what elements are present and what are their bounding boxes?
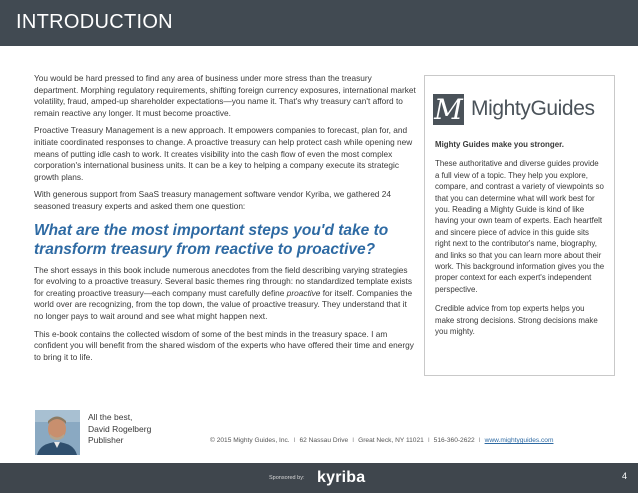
page-header bbox=[0, 0, 638, 46]
sidebar-paragraph-1: These authoritative and diverse guides provide a full view of a topic. They help you explore, compare, and contrast a variety of viewpoints so that you can determine what will work best for you. Reading a Mighty Guide is kind of like having your own team of experts. Each heartfelt and sincere piece of advice in this guide sits right next to the contributor's name, biography, and links so that you can learn more about their work. This background information gives you the proper context for each expert's independent perspective. bbox=[435, 159, 605, 294]
signoff-title: Publisher bbox=[88, 435, 124, 445]
intro-paragraph-1: You would be hard pressed to find any area of business under more stress than the treasury department. Morphing regulatory requirements, shifting foreign currency exposures, international market volatility, fraud, amped-up shareholder expectations—you name it. That's why treasury can't afford to remain reactive any longer. It must become proactive. bbox=[34, 73, 416, 118]
footer-separator: I bbox=[293, 437, 296, 444]
page-title: INTRODUCTION bbox=[16, 11, 173, 33]
bottom-bar bbox=[0, 463, 638, 493]
footer-address: 62 Nassau Drive bbox=[299, 437, 349, 444]
footer-info bbox=[210, 437, 553, 444]
sidebar-paragraph-2: Credible advice from top experts helps you make strong decisions. Strong decisions make you mighty. bbox=[435, 304, 598, 337]
sidebar-body bbox=[435, 139, 605, 346]
logo-mark-icon: M bbox=[434, 93, 463, 126]
intro-paragraph-5: This e-book contains the collected wisdom of some of the best minds in the treasury space. I am confident you will benefit from the shared wisdom of the experts who have offered their time and energy to bring it to life. bbox=[34, 328, 414, 362]
footer-separator: I bbox=[427, 437, 430, 444]
sidebar-tagline: Mighty Guides make you stronger. bbox=[435, 140, 564, 149]
mighty-guides-logo bbox=[433, 94, 603, 130]
intro-paragraph-4 bbox=[34, 265, 418, 323]
intro-paragraph-4-emphasis: proactive bbox=[286, 287, 321, 298]
footer-separator: I bbox=[478, 437, 481, 444]
intro-paragraph-3: With generous support from SaaS treasury management software vendor Kyriba, we gathered 24 seasoned treasury experts and asked them one question: bbox=[34, 189, 391, 211]
publisher-photo-icon bbox=[35, 410, 80, 455]
mighty-guides-sidebar bbox=[424, 75, 615, 376]
intro-paragraph-4-start: The short essays in this book include numerous anecdotes from the field describing varying strategies for evolving to a proactive treasury. Several basic themes ring through: no standardized template exists for creating proactive treasury—each company must carefully define bbox=[34, 264, 413, 298]
footer-phone: 516-360-2622 bbox=[433, 437, 475, 444]
intro-paragraph-2: Proactive Treasury Management is a new approach. It empowers companies to forecast, plan for, and initiate coordinated responses to change. A proactive treasury can help protect cash while opening new means of putting idle cash to work. It creates visibility into the cash flow of even the most complex corporation's international business units. It can be a key to helping a company execute its strategic growth plans. bbox=[34, 125, 413, 182]
footer-city: Great Neck, NY 11021 bbox=[358, 437, 424, 444]
signoff-greeting: All the best, bbox=[88, 412, 133, 422]
footer-website-link[interactable]: www.mightyguides.com bbox=[484, 437, 554, 444]
key-question: What are the most important steps you'd take to transform treasury from reactive to proactive? bbox=[34, 221, 389, 258]
signoff-name: David Rogelberg bbox=[88, 423, 152, 434]
footer-separator: I bbox=[352, 437, 355, 444]
signoff bbox=[88, 412, 151, 447]
logo-text: MightyGuides bbox=[471, 97, 595, 120]
footer-copyright: © 2015 Mighty Guides, Inc. bbox=[210, 437, 290, 444]
page-number: 4 bbox=[622, 471, 628, 481]
sponsored-label: Sponsored by: bbox=[269, 475, 305, 481]
intro-paragraph-4-end: for itself. Companies the world over are recognizing, from the top down, the value of proactive treasury. They understand that it no longer pays to wait around and see what might happen next. bbox=[34, 287, 413, 321]
sponsor-logo: kyriba bbox=[317, 469, 366, 486]
intro-column bbox=[34, 73, 418, 369]
publisher-avatar bbox=[35, 410, 80, 455]
